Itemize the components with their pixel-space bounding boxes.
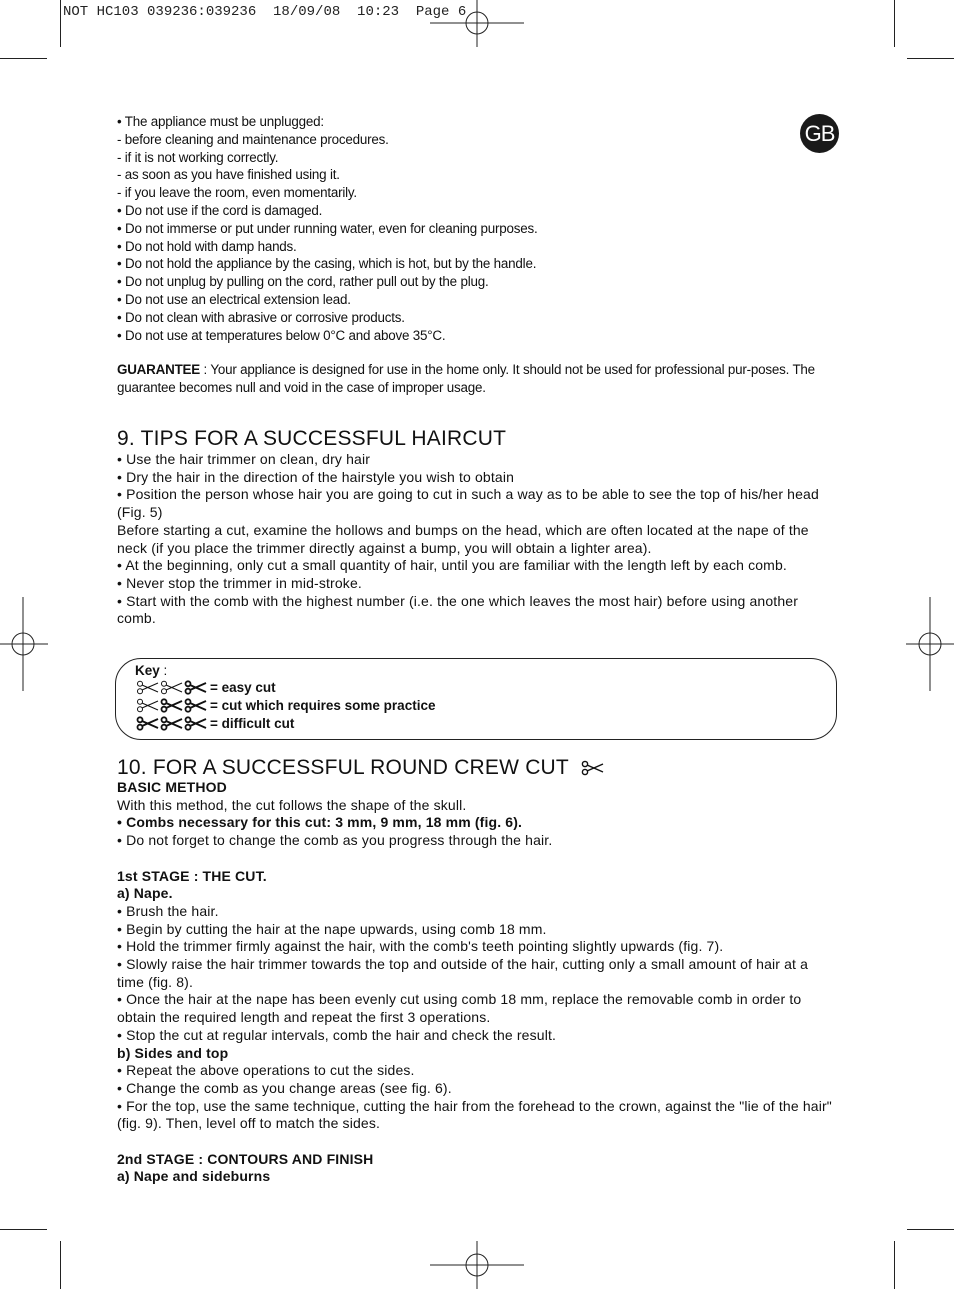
basic-method-intro: With this method, the cut follows the shape of the skull.: [117, 796, 467, 813]
tip-line: • Position the person whose hair you are going to cut in such a way as to be able to see the top of his/her head (Fig. 5): [117, 486, 819, 521]
scissors-filled-icon: [184, 716, 208, 731]
key-label: = easy cut: [210, 680, 276, 695]
scissors-filled-icon: [160, 716, 184, 731]
scissors-outline-icon: [136, 680, 160, 695]
registration-mark-left: [0, 597, 48, 691]
nape-step: • Once the hair at the nape has been evenly cut using comb 18 mm, replace the removable comb in order to obtain the required length and repeat the first 3 operations.: [117, 991, 802, 1026]
safety-item: - as soon as you have finished using it.: [117, 167, 340, 183]
crop-mark: [60, 1241, 61, 1289]
nape-step: • Stop the cut at regular intervals, comb the hair and check the result.: [117, 1026, 557, 1043]
guarantee-label: GUARANTEE: [117, 362, 201, 377]
safety-item: • Do not hold with damp hands.: [117, 238, 297, 254]
nape-heading: a) Nape.: [117, 885, 173, 902]
registration-mark-bottom: [430, 1241, 524, 1289]
stage-1-heading: 1st STAGE : THE CUT.: [117, 867, 267, 884]
key-label: = cut which requires some practice: [210, 698, 436, 713]
safety-item: - if it is not working correctly.: [117, 149, 279, 165]
safety-item: • Do not use if the cord is damaged.: [117, 202, 323, 218]
key-row-easy: [136, 680, 276, 695]
safety-item: • Do not unplug by pulling on the cord, rather pull out by the plug.: [117, 274, 489, 290]
safety-item: - if you leave the room, even momentarily.: [117, 185, 357, 201]
crop-mark: [60, 0, 61, 47]
nape-step: • Slowly raise the hair trimmer towards the top and outside of the hair, cutting only a small amount of hair at a time (fig. 8).: [117, 956, 809, 990]
sides-heading: b) Sides and top: [117, 1044, 229, 1061]
sideburns-heading: a) Nape and sideburns: [117, 1168, 271, 1185]
safety-item: • Do not immerse or put under running water, even for cleaning purposes.: [117, 220, 538, 236]
tip-line: • Use the hair trimmer on clean, dry hair: [117, 451, 371, 467]
tip-line: • Never stop the trimmer in mid-stroke.: [117, 574, 362, 591]
nape-step: • Begin by cutting the hair at the nape upwards, using comb 18 mm.: [117, 920, 547, 937]
scissors-icon: [581, 760, 605, 776]
section-9-body: [117, 451, 835, 628]
scissors-filled-icon: [160, 698, 184, 713]
tip-line: • At the beginning, only cut a small quantity of hair, until you are familiar with the length left by each comb.: [117, 557, 787, 574]
sides-step: • Repeat the above operations to cut the sides.: [117, 1062, 415, 1079]
basic-method-heading: BASIC METHOD: [117, 779, 227, 795]
language-badge: GB: [800, 114, 839, 153]
tip-line: • Start with the comb with the highest number (i.e. the one which leaves the most hair) before using another comb.: [117, 592, 799, 627]
nape-steps: [117, 903, 835, 1045]
scissors-filled-icon: [184, 680, 208, 695]
section-10-body: [117, 779, 835, 1186]
scissors-outline-icon: [136, 698, 160, 713]
section-10-heading: [117, 756, 605, 780]
scissors-outline-icon: [160, 680, 184, 695]
stage-2-heading: 2nd STAGE : CONTOURS AND FINISH: [117, 1150, 374, 1167]
safety-item: • Do not hold the appliance by the casing, which is hot, but by the handle.: [117, 256, 537, 272]
crop-mark: [907, 58, 954, 59]
safety-item: • Do not use at temperatures below 0°C and above 35°C.: [117, 327, 446, 343]
sides-steps: [117, 1062, 835, 1133]
combs-necessary: • Combs necessary for this cut: 3 mm, 9 mm, 18 mm (fig. 6).: [117, 814, 523, 831]
crop-mark: [0, 58, 47, 59]
safety-item: • The appliance must be unplugged:: [117, 114, 324, 129]
sides-step: • For the top, use the same technique, cutting the hair from the forehead to the crown, against the "lie of the hair" (fig. 9). Then, level off to match the sides.: [117, 1097, 832, 1132]
registration-mark-top: [430, 0, 524, 48]
crop-mark: [894, 1241, 895, 1289]
crop-mark: [894, 0, 895, 47]
scissors-filled-icon: [136, 716, 160, 731]
guarantee-text: : Your appliance is designed for use in the home only. It should not be used for professional pur-poses. The guarantee becomes null and void in the case of improper usage.: [117, 362, 815, 395]
change-comb-note: • Do not forget to change the comb as you progress through the hair.: [117, 832, 553, 849]
key-row-difficult: [136, 716, 294, 731]
registration-mark-right: [906, 597, 954, 691]
scissors-filled-icon: [184, 698, 208, 713]
safety-item: • Do not clean with abrasive or corrosive products.: [117, 309, 405, 325]
safety-item: - before cleaning and maintenance procedures.: [117, 131, 389, 147]
guarantee-paragraph: [117, 361, 835, 397]
tip-line: Before starting a cut, examine the hollows and bumps on the head, which are often located at the nape of the neck (if you place the trimmer directly against a bump, you will obtain a lighter area).: [117, 521, 809, 556]
print-slug: NOT HC103 039236:039236 18/09/08 10:23 Page 6: [63, 4, 467, 20]
nape-step: • Hold the trimmer firmly against the hair, with the comb's teeth pointing slightly upwards (fig. 7).: [117, 938, 724, 955]
nape-step: • Brush the hair.: [117, 902, 219, 919]
crop-mark: [907, 1229, 954, 1230]
crop-mark: [0, 1229, 47, 1230]
section-10-title: 10. FOR A SUCCESSFUL ROUND CREW CUT: [117, 756, 569, 779]
safety-list: [117, 113, 837, 344]
section-9-title: 9. TIPS FOR A SUCCESSFUL HAIRCUT: [117, 427, 507, 450]
key-row-practice: [136, 698, 435, 713]
safety-item: • Do not use an electrical extension lead.: [117, 291, 351, 307]
sides-step: • Change the comb as you change areas (see fig. 6).: [117, 1079, 452, 1096]
tip-line: • Dry the hair in the direction of the hairstyle you wish to obtain: [117, 468, 515, 485]
key-title: Key :: [135, 663, 168, 678]
key-label: = difficult cut: [210, 716, 295, 731]
